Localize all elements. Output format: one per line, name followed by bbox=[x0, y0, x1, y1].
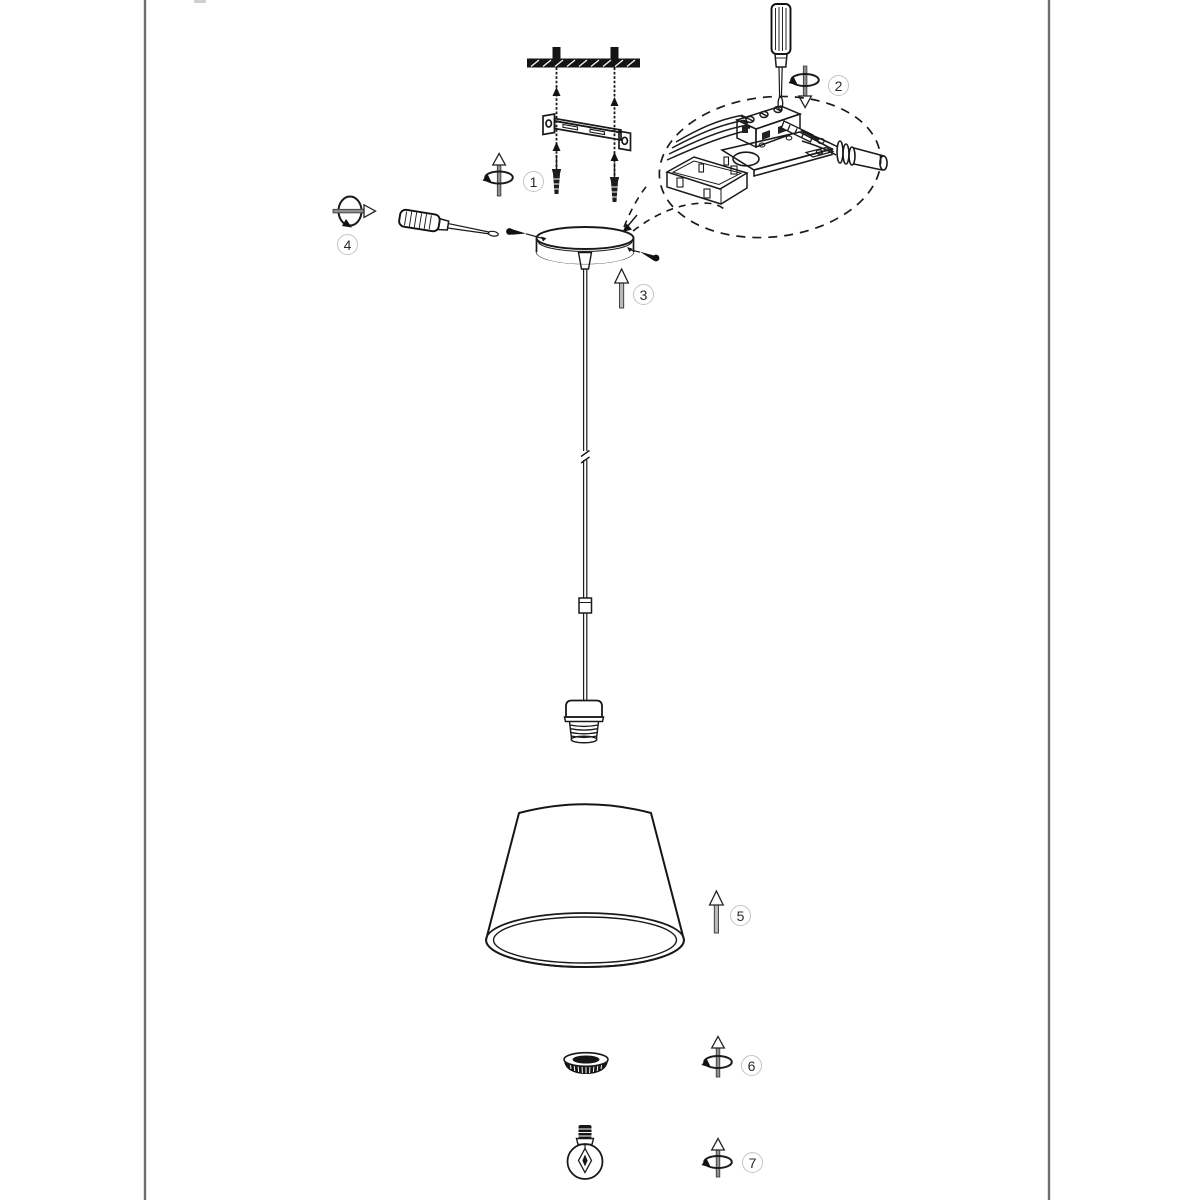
screwdriver-icon bbox=[398, 209, 499, 241]
cover-box bbox=[667, 157, 747, 204]
rotate-sideways-icon bbox=[333, 197, 376, 228]
ceiling-canopy-group bbox=[333, 197, 659, 309]
screwdriver-icon bbox=[772, 4, 791, 110]
step-4-badge: 4 bbox=[337, 234, 358, 255]
step-2-badge: 2 bbox=[828, 75, 849, 96]
ceiling-bar-bracket-wall-plugs bbox=[483, 47, 641, 202]
step-6-badge: 6 bbox=[741, 1055, 762, 1076]
lamp-socket bbox=[565, 701, 604, 743]
rotate-up-icon bbox=[483, 154, 513, 197]
lampshade bbox=[486, 804, 723, 967]
step-7-badge: 7 bbox=[742, 1152, 763, 1173]
rotate-up-icon bbox=[702, 1037, 732, 1078]
wiring-detail-balloon bbox=[623, 4, 888, 248]
wall-plug bbox=[610, 163, 619, 202]
arrow-up-icon bbox=[615, 269, 629, 308]
page-edges bbox=[145, 0, 1049, 1200]
step-1-badge: 1 bbox=[523, 171, 544, 192]
wall-plug bbox=[552, 155, 561, 194]
shade-ring bbox=[564, 1037, 732, 1078]
cord-adjuster bbox=[579, 598, 592, 613]
rotate-up-icon bbox=[702, 1139, 732, 1178]
step-3-badge: 3 bbox=[633, 284, 654, 305]
light-bulb bbox=[568, 1125, 732, 1179]
step-5-badge: 5 bbox=[730, 905, 751, 926]
arrow-up-icon bbox=[710, 891, 724, 933]
rotate-down-icon bbox=[789, 66, 819, 108]
suspension-cord bbox=[579, 269, 592, 701]
